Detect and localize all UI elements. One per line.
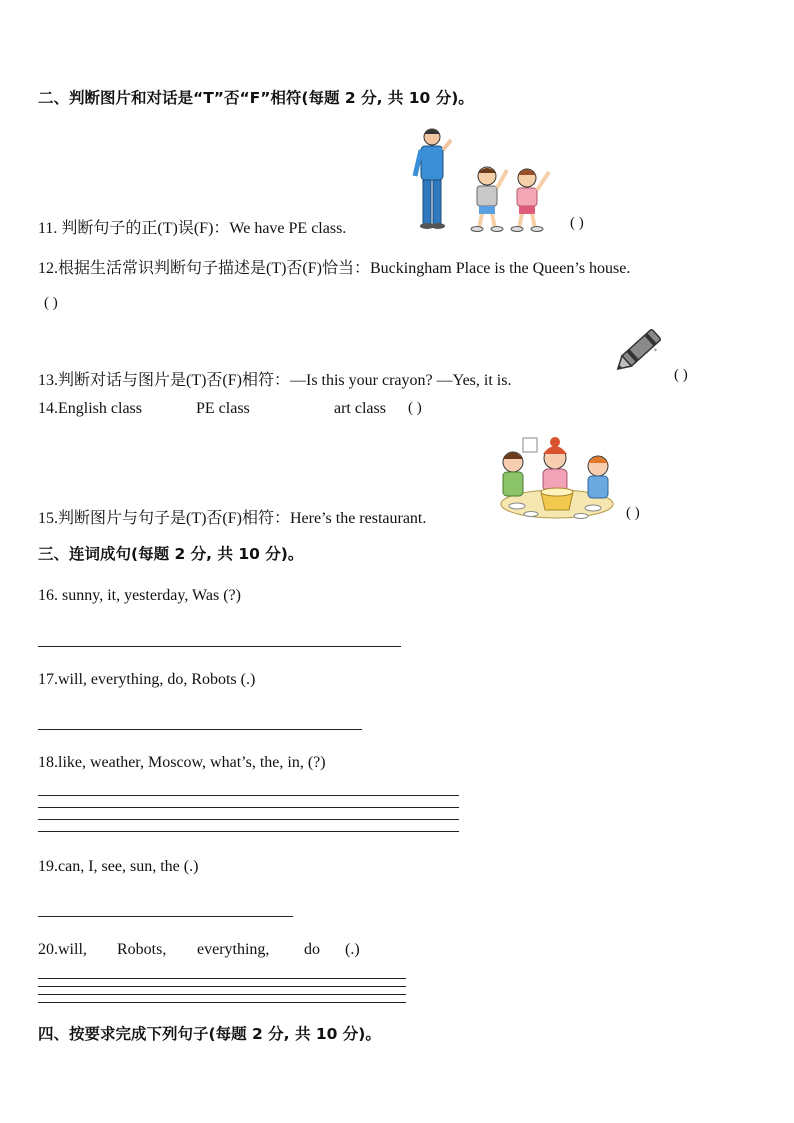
question-16: 16. sunny, it, yesterday, Was (?) [38,587,241,604]
section-2-title: 二、判断图片和对话是“T”否“F”相符(每题 2 分, 共 10 分)。 [38,89,474,107]
answer-line-20d[interactable] [38,1002,406,1003]
question-17: 17.will, everything, do, Robots (.) [38,671,256,688]
answer-line-20c[interactable] [38,994,406,995]
question-15: 15.判断图片与句子是(T)否(F)相符：Here’s the restaurant. [38,510,427,527]
answer-line-19[interactable] [38,916,293,917]
question-20-word-robots: Robots, [117,941,167,958]
svg-text:✦: ✦ [653,347,659,354]
question-12: 12.根据生活常识判断句子描述是(T)否(F)恰当：Buckingham Place is the Queen’s house. [38,260,631,277]
answer-line-17[interactable] [38,729,362,730]
answer-line-18b[interactable] [38,807,459,808]
answer-line-20b[interactable] [38,986,406,987]
answer-line-18c[interactable] [38,819,459,820]
answer-paren-15[interactable]: ( ) [626,505,640,521]
question-20-word-everything: everything, [197,941,270,958]
crayon-illustration [607,324,667,382]
question-19: 19.can, I, see, sun, the (.) [38,858,199,875]
answer-paren-11[interactable]: ( ) [570,215,584,231]
answer-line-20a[interactable] [38,978,406,979]
question-13: 13.判断对话与图片是(T)否(F)相符：—Is this your crayon? —Yes, it is. [38,372,512,389]
question-20-word-do: do [304,941,320,958]
answer-line-16[interactable] [38,646,401,647]
question-14: 14.English class [38,400,142,417]
question-14-option-art: art class [334,400,386,417]
answer-paren-12[interactable]: ( ) [44,295,58,311]
pe-class-illustration [407,126,557,232]
question-14-option-pe: PE class [196,400,250,417]
answer-line-18a[interactable] [38,795,459,796]
restaurant-illustration [497,434,619,522]
question-20-punct: (.) [345,941,360,958]
section-4-title: 四、按要求完成下列句子(每题 2 分, 共 10 分)。 [38,1025,381,1043]
section-3-title: 三、连词成句(每题 2 分, 共 10 分)。 [38,545,304,563]
question-18: 18.like, weather, Moscow, what’s, the, in, (?) [38,754,326,771]
question-20: 20.will, [38,941,87,958]
answer-paren-14[interactable]: ( ) [408,400,422,416]
answer-line-18d[interactable] [38,831,459,832]
answer-paren-13[interactable]: ( ) [674,367,688,383]
question-11: 11. 判断句子的正(T)误(F)：We have PE class. [38,220,347,237]
